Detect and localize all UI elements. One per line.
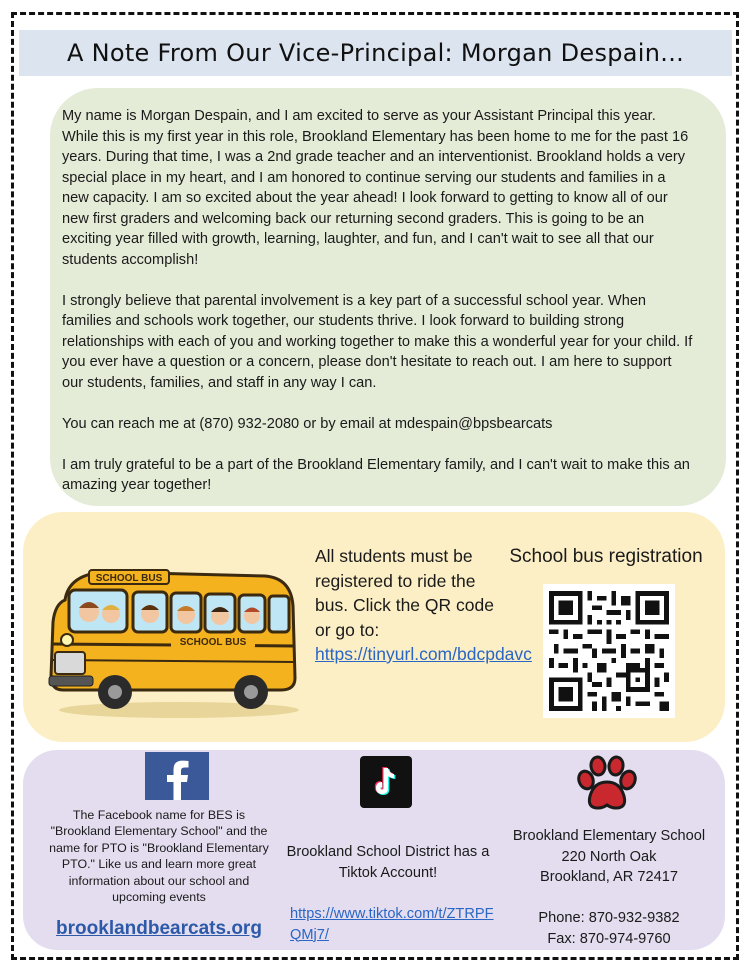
bus-registration-title: School bus registration — [509, 546, 703, 567]
bus-sign-top: SCHOOL BUS — [95, 573, 163, 584]
school-city: Brookland, AR 72417 — [540, 869, 678, 885]
social-contact-section — [23, 750, 725, 950]
note-paragraph-involvement: I strongly believe that parental involvement is a key part of a successful school year. When families and schools work together, our students thrive. I look forward to building strong relationships with each of you and working together to make this a wonderful year for your child. If you ever have a question or a concern, please don't hesitate to reach out. I am here to support our students, families, and staff in any way I can. — [62, 292, 693, 391]
tiktok-link[interactable]: https://www.tiktok.com/t/ZTRPFQMj7/ — [290, 906, 494, 943]
note-paragraph-closing: I am truly grateful to be a part of the Brookland Elementary family, and I can't wait to make this an amazing year together! — [62, 456, 690, 493]
vice-principal-note — [50, 88, 726, 506]
note-paragraph-intro: My name is Morgan Despain, and I am excited to serve as your Assistant Principal this year. While this is my first year in this role, Brookland Elementary has been home to me for the past 16 years. During that time, I was a 2nd grade teacher and an interventionist. Brookland holds a very special place in my heart, and I am honored to continue serving our students and families in a new capacity. I am so excited about the year ahead! I look forward to getting to know all of our new first graders and welcoming back our returning second graders. This is going to be an exciting year filled with growth, learning, laughter, and fun, and I can't wait to see all that our students accomplish! — [62, 108, 689, 268]
bus-sign-side: SCHOOL BUS — [179, 637, 247, 648]
school-street: 220 North Oak — [561, 848, 657, 865]
school-name: Brookland Elementary School — [512, 828, 706, 844]
tiktok-icon[interactable] — [360, 756, 412, 808]
tiktok-description: Brookland School District has a Tiktok Account! — [286, 844, 490, 881]
bus-instructions-text: All students must be registered to ride the bus. Click the QR code or go to: — [315, 546, 494, 640]
paw-icon — [574, 754, 640, 814]
website-link[interactable]: brooklandbearcats.org — [56, 918, 262, 939]
school-bus-illustration — [45, 560, 313, 720]
bus-instructions — [315, 544, 532, 667]
facebook-icon[interactable] — [145, 752, 209, 800]
school-phone: Phone: 870-932-9382 — [538, 910, 680, 926]
qr-code[interactable] — [543, 584, 675, 718]
bus-registration-section — [23, 512, 725, 742]
bus-registration-link[interactable]: https://tinyurl.com/bdcpdavc — [315, 644, 532, 664]
title-banner — [19, 30, 732, 76]
school-fax: Fax: 870-974-9760 — [547, 930, 671, 947]
page-title: A Note From Our Vice-Principal: Morgan Despain... — [66, 39, 685, 67]
facebook-description: The Facebook name for BES is "Brookland Elementary School" and the name for PTO is "Brookland Elementary PTO." Like us and learn more great information about our school and upcoming events — [49, 808, 269, 905]
note-paragraph-contact: You can reach me at (870) 932-2080 or by email at mdespain@bpsbearcats — [62, 415, 553, 432]
qr-code-graphic — [549, 590, 669, 712]
school-contact — [499, 826, 719, 949]
